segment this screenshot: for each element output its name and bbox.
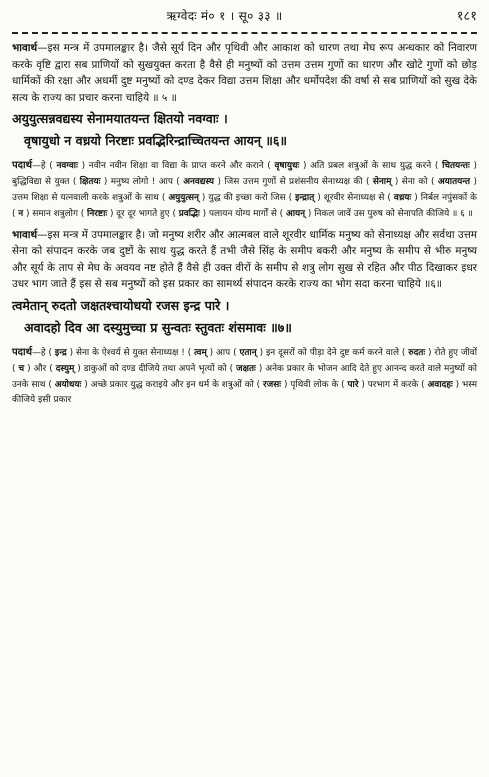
defined-term: त्वम्: [194, 347, 207, 358]
bhavartha-label: भावार्थ: [12, 228, 38, 241]
gloss-text: ) नवीन नवीन शिक्षा वा विद्या के प्राप्त करने और कराने (: [77, 161, 275, 172]
defined-term: च: [18, 363, 25, 374]
defined-term: वध्रयः: [393, 192, 412, 203]
defined-term: न: [18, 208, 24, 219]
padartha-7: [12, 345, 477, 409]
padartha-label: पदार्थ: [12, 160, 32, 172]
bhavartha-5: [12, 40, 477, 106]
defined-term: आयन्: [285, 208, 306, 219]
gloss-text: ) अच्छे प्रकार युद्ध कराइये और इन धर्म के शत्रुओं को (: [81, 379, 264, 390]
defined-term: अनवद्यस्य: [183, 177, 215, 188]
defined-term: एतान्: [239, 347, 257, 358]
gloss-text: ) परभाग में करके (: [358, 379, 428, 390]
defined-term: रुदतः: [408, 347, 426, 358]
padartha-6: [12, 158, 477, 222]
gloss-text: ) भस्म कीजिये इसी प्रकार: [12, 379, 478, 406]
header-divider: [12, 32, 477, 34]
mantra-7-line-2: अवादहो दिव आ दस्युमुच्चा प्र सुन्वतः स्तुवतः शंसमावः ॥७॥: [24, 319, 292, 335]
bhavartha-text: —इस मन्त्र में उपमालङ्कार है। जैसे सूर्य दिन और पृथिवी और आकाश को धारण तथा मेघ रूप अन्धकार को निवारण करके वृष्टि द्वारा सब प्राणियों को सुखयुक्त करता है वैसे ही मनुष्यों को उत्तम उत्तम गुणों का धारण और खोटे गुणों को छोड़ धार्मिकों की रक्षा और अधर्मी दुष्ट मनुष्यों को दण्ड देकर विद्या उत्तम शिक्षा और धर्मोपदेश की वर्षा से सब प्राणियों को सुख देके सत्य के राज्य का प्रचार करना चाहिये ॥ ५ ॥: [12, 42, 477, 104]
bhavartha-6: [12, 227, 477, 293]
gloss-text: ) अति प्रबल शत्रुओं के साथ युद्ध करने (: [299, 161, 443, 172]
defined-term: इन्द्र: [54, 347, 67, 358]
gloss-text: ) शूरवीर सेनाध्यक्ष से (: [314, 192, 394, 203]
defined-term: चितयन्तः: [442, 161, 470, 172]
defined-term: अवादहः: [427, 379, 453, 390]
page-header: [12, 6, 477, 26]
defined-term: इन्द्रात्: [295, 192, 315, 203]
gloss-text: ) दूर दूर भागते हुए (: [107, 208, 179, 219]
gloss-text: ) पलायन योग्य मार्गों से (: [199, 208, 286, 219]
defined-term: सेनाम्: [372, 177, 392, 188]
gloss-text: ) जिस उत्तम गुणों से प्रशंसनीय सेनाध्यक्ष की (: [214, 177, 373, 188]
gloss-text: ) इन दूसरों को पीड़ा देने दुष्ट कर्म करने वाले (: [256, 347, 409, 358]
gloss-text: ) सेना को (: [391, 177, 438, 188]
defined-term: पारे: [347, 379, 359, 390]
padartha-7-body: [12, 348, 477, 405]
gloss-text: —हे (: [31, 347, 55, 358]
defined-term: नवग्वाः: [56, 161, 78, 172]
mantra-7-line-1: त्वमेतान् रुदतो जक्षतश्चायोधयो रजस इन्द्र पारे ।: [12, 297, 230, 313]
gloss-text: ) पृथिवी लोक के (: [281, 379, 348, 390]
gloss-text: ) आप (: [206, 347, 240, 358]
mantra-6: [12, 108, 477, 152]
defined-term: दस्युम्: [55, 363, 75, 374]
gloss-text: ) अनेक प्रकार के भोजन आदि देते हुए आनन्द करते वाले मनुष्यों को उनके साथ (: [12, 363, 477, 390]
defined-term: प्रवद्भिः: [178, 208, 200, 219]
chapter-reference: ऋग्वेदः मं० १ । सू० ३३ ॥: [166, 9, 283, 23]
gloss-text: ) निर्बल नपुंसकों के (: [12, 192, 477, 219]
gloss-text: —हे (: [31, 161, 57, 172]
gloss-text: ) युद्ध की इच्छा करो जिस (: [198, 192, 296, 203]
gloss-text: ) उत्तम शिक्षा से यत्नवाली करके शत्रुओं के साथ (: [12, 177, 477, 203]
defined-term: अयोधयः: [54, 379, 82, 390]
defined-term: रजसः: [263, 379, 282, 390]
defined-term: निरष्टाः: [87, 208, 108, 219]
mantra-6-line-2: वृषायुधो न वध्रयो निरष्टाः प्रवद्भिरिन्द्राच्चितयन्त आयन् ॥६॥: [24, 133, 287, 149]
defined-term: जक्षतः: [236, 363, 256, 374]
gloss-text: ) और (: [24, 363, 56, 374]
padartha-6-body: [12, 161, 477, 218]
defined-term: क्षितयः: [79, 177, 101, 188]
padartha-label: पदार्थ: [12, 346, 32, 358]
mantra-7: [12, 295, 477, 339]
gloss-text: ) बुद्धिविद्या से युक्त (: [12, 161, 477, 188]
bhavartha-label: भावार्थ: [12, 42, 38, 54]
gloss-text: ) सेना के ऐश्वर्य से युक्त सेनाध्यक्ष ! (: [66, 347, 195, 358]
gloss-text: ) निकल जावें उस पुरुष को सेनापति कीजिये ॥ ६ ॥: [305, 208, 473, 219]
gloss-text: ) मनुष्य लोगो ! आप (: [100, 177, 184, 188]
mantra-6-line-1: अयुयुत्सन्नवद्यस्य सेनामयातयन्त क्षितयो नवग्वाः ।: [12, 111, 228, 127]
bhavartha-text: —इस मन्त्र में उपमालङ्कार है। जो मनुष्य शरीर और आत्मबल वाले शूरवीर धार्मिक मनुष्य को सेनाध्यक्ष और सर्वथा उत्तम सेना को संपादन करके जब दुष्टों के साथ युद्ध करते हैं तभी जैसे सिंह के समीप बकरी और मनुष्य के समीप से भीरु मनुष्य और सूर्य के ताप से मेघ के अवयव नष्ट होते हैं वैसे ही उक्त वीरों के समीप से शत्रु लोग सुख से रहित और पीठ दिखाकर इधर उधर भाग जाते हैं इस से सब मनुष्यों को इस प्रकार का सामर्थ्य संपादन करके राज्य का भोग सदा करना चाहिये ॥६॥: [12, 228, 477, 291]
page-number: १८१: [456, 9, 477, 24]
gloss-text: ) समान शत्रुलोग (: [23, 208, 88, 219]
gloss-text: ) डाकुओं को दण्ड दीजिये तथा अपने भृत्यों को (: [74, 363, 237, 374]
gloss-text: ) रोते हुए जीवों (: [12, 347, 477, 374]
defined-term: अयुयुत्सन्: [168, 192, 199, 203]
defined-term: अयातयन्त: [437, 177, 471, 188]
defined-term: वृषायुधः: [274, 161, 300, 172]
